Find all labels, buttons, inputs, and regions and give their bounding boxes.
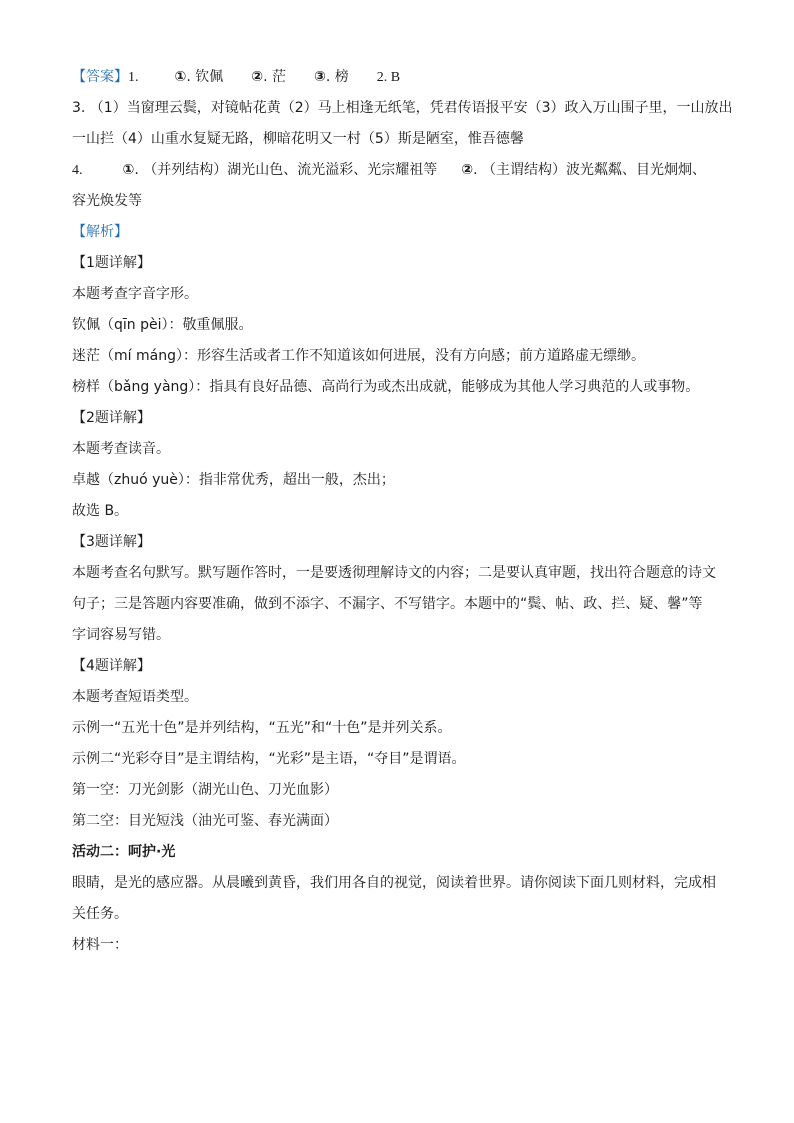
section-1-line: 本题考查字音字形。 <box>72 286 198 302</box>
section-2-title: 【2题详解】 <box>72 410 151 426</box>
analysis-label: 【解析】 <box>72 224 128 240</box>
section-2-line: 故选 B。 <box>72 503 129 519</box>
q1-answer-2: . 茫 <box>263 69 287 85</box>
section-3-line: 字词容易写错。 <box>72 627 170 643</box>
activity-heading: 活动二：呵护·光 <box>72 844 176 860</box>
section-1-line: 钦佩（qīn pèi）：敬重佩服。 <box>72 317 253 333</box>
section-1-line: 榜样（bǎng yàng）：指具有良好品德、高尚行为或杰出成就，能够成为其他人学习典范的人或事物。 <box>72 379 700 395</box>
q1-answer-1: . 钦佩 <box>186 69 224 85</box>
section-4-line: 第一空：刀光剑影（湖光山色、刀光血影） <box>72 782 338 798</box>
q4-answer-2: . （主谓结构）波光粼粼、目光炯炯、 <box>473 162 707 178</box>
section-3-title: 【3题详解】 <box>72 534 151 550</box>
section-1-line: 迷茫（mí máng）：形容生活或者工作不知道该如何进展，没有方向感；前方道路虚无缥缈。 <box>72 348 645 364</box>
q3-answer-line-2: 一山拦（4）山重水复疑无路，柳暗花明又一村（5）斯是陋室，惟吾德馨 <box>72 131 524 147</box>
q4-answer-1: . （并列结构）湖光山色、流光溢彩、光宗耀祖等 <box>134 162 438 178</box>
q4-number: 4. <box>72 163 83 178</box>
q1-marker-3: ③ <box>314 69 326 85</box>
section-4-line: 示例二“光彩夺目”是主谓结构，“光彩”是主语，“夺目”是谓语。 <box>72 751 466 767</box>
section-3-line: 本题考查名句默写。默写题作答时，一是要透彻理解诗文的内容；二是要认真审题，找出符合题意的诗文 <box>72 565 716 581</box>
section-2-line: 卓越（zhuó yuè）：指非常优秀，超出一般，杰出； <box>72 472 395 488</box>
section-4-title: 【4题详解】 <box>72 658 151 674</box>
activity-line: 材料一： <box>72 937 128 953</box>
section-3-line: 句子；三是答题内容要准确，做到不添字、不漏字、不写错字。本题中的“鬓、帖、政、拦、疑、馨”等 <box>72 596 703 612</box>
q4-marker-2: ② <box>461 162 474 178</box>
q2-answer: 2. B <box>376 70 401 85</box>
q1-marker-2: ② <box>251 69 264 85</box>
section-4-line: 本题考查短语类型。 <box>72 689 198 705</box>
answer-label: 【答案】 <box>72 69 128 85</box>
q4-answer-line-2: 容光焕发等 <box>72 193 142 209</box>
activity-line: 眼睛，是光的感应器。从晨曦到黄昏，我们用各自的视觉，阅读着世界。请你阅读下面几则材料，完成相 <box>72 875 716 891</box>
section-2-line: 本题考查读音。 <box>72 441 170 457</box>
section-4-line: 第二空：目光短浅（油光可鉴、春光满面） <box>72 813 338 829</box>
answer-line-1 <box>72 62 732 93</box>
q1-number: 1. <box>128 70 139 85</box>
q1-answer-3: . 榜 <box>325 69 349 85</box>
q3-answer-line-1: 3. （1）当窗理云鬓，对镜帖花黄（2）马上相逢无纸笔，凭君传语报平安（3）政入万山围子里，一山放出 <box>72 100 733 116</box>
document-page <box>72 62 732 961</box>
section-1-title: 【1题详解】 <box>72 255 151 271</box>
q4-answer-line-1 <box>72 155 732 186</box>
activity-line: 关任务。 <box>72 906 128 922</box>
section-4-line: 示例一“五光十色”是并列结构，“五光”和“十色”是并列关系。 <box>72 720 452 736</box>
q4-marker-1: ① <box>122 162 135 178</box>
q1-marker-1: ① <box>174 69 187 85</box>
